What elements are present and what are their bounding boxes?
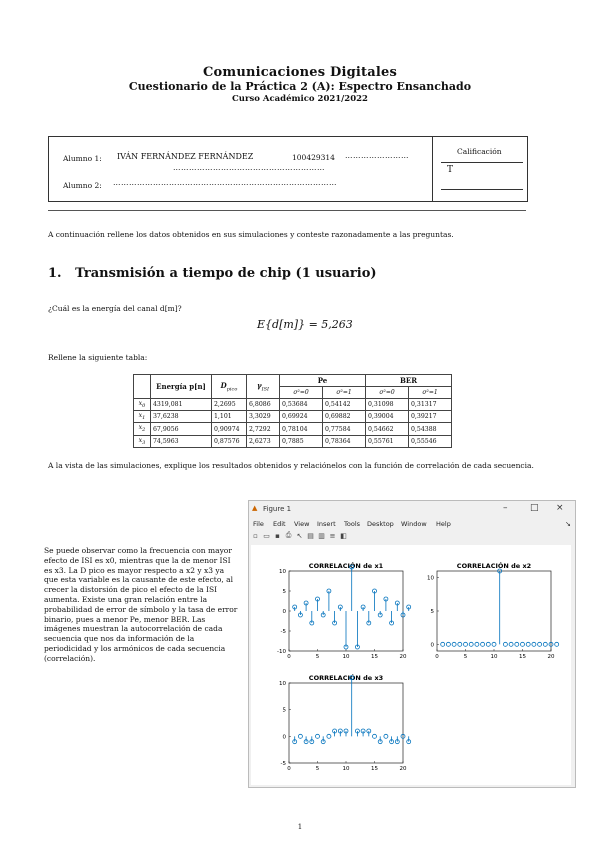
y-tick-label: 0 [282,734,286,741]
x-tick-label: 10 [342,654,350,660]
cell-label: $x_3$ [134,435,151,447]
maximize-button[interactable]: □ [530,503,539,513]
x-tick-label: 10 [490,654,498,660]
col-energy: Energía p[n] [151,375,212,399]
intro-text: A continuación rellene los datos obtenidos en sus simulaciones y conteste razonadamente a las preguntas. [48,230,454,239]
toolbar [251,531,348,543]
stem-marker [555,642,559,646]
cell-pe0: 0,7885 [280,435,323,447]
hide-tools-icon[interactable]: ◧ [340,531,347,540]
x-tick-label: 15 [519,654,526,660]
section-heading: 1. Transmisión a tiempo de chip (1 usuario) [48,266,377,281]
save-icon[interactable]: ▪ [275,531,280,540]
new-figure-icon[interactable]: ▫ [253,531,258,540]
doc-subtitle: Cuestionario de la Práctica 2 (A): Espectro Ensanchado [128,80,472,93]
cell-pe0: 0,69924 [280,411,323,423]
cell-ber0: 0,55761 [366,435,409,447]
table-row [134,435,452,447]
cell-pe1: 0,77584 [323,423,366,435]
cell-energy: 74,5963 [151,435,212,447]
alumno2-label: Alumno 2: [63,181,102,190]
calificacion-label: Calificación [457,147,502,156]
legend-icon[interactable]: ≡ [329,531,336,540]
y-tick-label: 0 [430,642,434,649]
alumno1-name: IVÁN FERNÁNDEZ FERNÁNDEZ [117,152,254,161]
cell-ber1: 0,39217 [409,411,452,423]
y-tick-label: 10 [427,575,434,582]
x-tick-label: 0 [287,654,291,660]
cell-ber1: 0,55546 [409,435,452,447]
cell-pe1: 0,54142 [323,399,366,411]
y-tick-label: -10 [277,649,286,655]
student-box: Alumno 1: IVÁN FERNÁNDEZ FERNÁNDEZ 100429314 …………………… ………………………………………………… Alumno 2: ………………………………………………………………………… Calificación T [48,136,528,202]
x-tick-label: 0 [435,654,439,660]
question-energy: ¿Cuál es la energía del canal d[m]? [48,304,182,313]
correlation-plot-1 [277,561,411,660]
y-tick-label: 10 [279,681,286,687]
close-button[interactable]: × [556,503,564,513]
cell-ber0: 0,31098 [366,399,409,411]
alumno1-id: 100429314 [292,153,335,162]
col-dpico: $D_{pico}$ [212,375,247,399]
cell-pe0: 0,78104 [280,423,323,435]
cell-pe0: 0,53684 [280,399,323,411]
menu-window[interactable]: Window [401,520,427,528]
y-tick-label: 5 [282,589,286,595]
cell-gamma: 2,7292 [247,423,280,435]
cell-ber1: 0,54388 [409,423,452,435]
cell-pe1: 0,78364 [323,435,366,447]
plot-title: CORRELACIÓN de x3 [308,674,384,682]
x-tick-label: 5 [463,654,468,660]
y-tick-label: 10 [279,569,286,575]
y-tick-label: -5 [280,629,286,635]
col-ber: BER [366,375,452,387]
table-row [134,411,452,423]
table-intro: Rellene la siguiente tabla: [48,353,148,362]
print-icon[interactable]: ⎙ [285,531,292,539]
cell-ber0: 0,39004 [366,411,409,423]
y-tick-label: 5 [430,609,434,615]
cell-energy: 37,6238 [151,411,212,423]
cell-gamma: 3,3029 [247,411,280,423]
cell-dpico: 0,87576 [212,435,247,447]
minimize-button[interactable]: – [503,503,508,513]
menu-desktop[interactable]: Desktop [367,520,394,528]
x-tick-label: 20 [399,766,407,772]
cell-energy: 67,9056 [151,423,212,435]
cell-label: $x_0$ [134,399,151,411]
x-tick-label: 15 [371,654,378,660]
window-title: Figure 1 [263,505,292,513]
cell-gamma: 6,8086 [247,399,280,411]
cell-energy: 4319,081 [151,399,212,411]
alumno1-label: Alumno 1: [63,154,102,163]
x-tick-label: 0 [287,766,291,772]
cell-dpico: 2,2695 [212,399,247,411]
answer-paragraph: Se puede observar como la frecuencia con mayor efecto de ISI es x0, mientras que la de menor ISI es x3. La D pico es mayor respecto a x2 y x3 ya que esta variable es la causante de este efecto, al crecer la distorsión de pico el efecto de la ISI aumenta. Existe una gran relación entre la probabilidad de error de símbolo y la tasa de error binario, pues a menor Pe, menor BER. Las imágenes muestran la autocorrelación de cada secuencia que nos da información de la periodicidad y los armónicos de cada secuencia (correlación). [44,546,238,663]
pointer-icon[interactable]: ↖ [296,531,303,540]
figure-canvas [251,545,571,785]
menu-view[interactable]: View [294,520,310,528]
divider [48,210,526,211]
energy-equation: E{d[m]} = 5,263 [257,318,353,331]
link-plot-icon[interactable]: ▤ [307,531,314,540]
correlation-plot-2 [427,561,559,660]
x-tick-label: 5 [315,766,320,772]
cell-ber1: 0,31317 [409,399,452,411]
matlab-figure-window [248,500,576,788]
col-pe: Pe [280,375,366,387]
menu-help[interactable]: Help [436,520,451,528]
dock-arrow-icon[interactable]: ↘ [565,520,571,528]
menu-insert[interactable]: Insert [317,520,336,528]
x-tick-label: 20 [399,654,407,660]
results-table: Energía p[n] $D_{pico}$ $\gamma_{ISI}$ Pe BER σ²=0 σ²=1 σ²=0 σ²=1 $x_0$ 4319,081 2,2695 6,8086 0,53684 0,54142 0,31098 0,31317 $x_1$ 37,6238 1,101 3,3029 0,69924 0,69882 0,39004 0,39217 $x_2$ 67,9056 0,90974 2,7292 0,78104 0,77584 0,54662 0,54388 $x_3$ 74,5963 0,87576 2,6273 0,7885 0,78364 0,55761 0,55546 [133,374,452,448]
col-gamma: $\gamma_{ISI}$ [247,375,280,399]
x-tick-label: 20 [547,654,555,660]
y-tick-label: 5 [282,707,286,714]
cell-pe1: 0,69882 [323,411,366,423]
colorbar-icon[interactable]: ▥ [318,531,325,540]
plots-svg [251,545,571,785]
cell-label: $x_2$ [134,423,151,435]
menu-tools[interactable]: Tools [344,520,361,528]
cell-dpico: 1,101 [212,411,247,423]
correlation-plot-3 [279,673,411,772]
x-tick-label: 10 [342,766,350,772]
y-tick-label: -5 [280,761,286,767]
question-explain: A la vista de las simulaciones, explique los resultados obtenidos y relaciónelos con la función de correlación de cada secuencia. [48,461,534,470]
page-number: 1 [297,823,303,831]
cell-dpico: 0,90974 [212,423,247,435]
table-row [134,399,452,411]
x-tick-label: 15 [371,766,378,772]
cell-label: $x_1$ [134,411,151,423]
menu-edit[interactable]: Edit [273,520,286,528]
open-file-icon[interactable]: ▭ [263,531,270,540]
course-year: Curso Académico 2021/2022 [232,94,368,104]
grade-mark: T [447,165,454,175]
doc-title: Comunicaciones Digitales [202,65,398,80]
plot-title: CORRELACIÓN de x1 [308,562,384,570]
x-tick-label: 5 [315,654,320,660]
cell-ber0: 0,54662 [366,423,409,435]
table-row [134,423,452,435]
cell-gamma: 2,6273 [247,435,280,447]
plot-title: CORRELACIÓN de x2 [456,562,532,570]
y-tick-label: 0 [282,609,286,615]
menu-file[interactable]: File [253,520,264,528]
matlab-icon: ▲ [252,504,258,512]
